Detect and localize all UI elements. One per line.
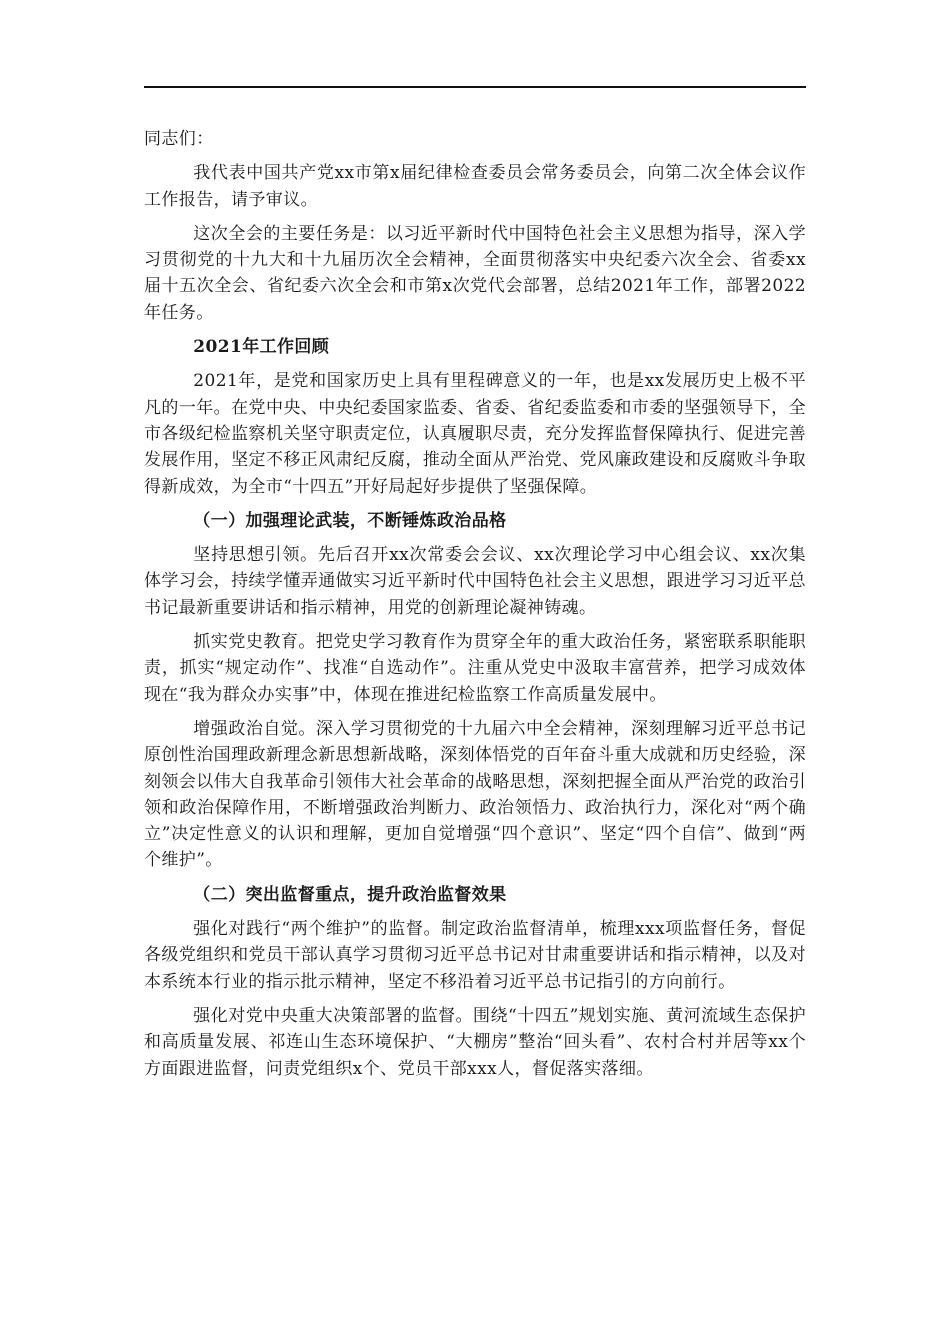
subsection-2-title: （二）突出监督重点，提升政治监督效果 xyxy=(193,884,507,905)
salutation: 同志们： xyxy=(144,129,214,149)
tasks-paragraph: 这次全会的主要任务是：以习近平新时代中国特色社会主义思想为指导，深入学习贯彻党的十九大和十九届历次全会精神，全面贯彻落实中央纪委六次全会、省委xx届十五次全会、省纪委六次全会和市第x次党代会部署，总结2021年工作，部署2022年任务。 xyxy=(144,223,806,323)
section-title: 2021年工作回顾 xyxy=(193,337,330,358)
subsection-1-paragraph: 坚持思想引领。先后召开xx次常委会会议、xx次理论学习中心组会议、xx次集体学习会，持续学懂弄通做实习近平新时代中国特色社会主义思想，跟进学习习近平总书记最新重要讲话和指示精神，用党的创新理论凝神铸魂。 xyxy=(144,545,806,618)
header-rule xyxy=(144,86,806,88)
subsection-2-paragraph: 强化对践行“两个维护”的监督。制定政治监督清单，梳理xxx项监督任务，督促各级党组织和党员干部认真学习贯彻习近平总书记对甘肃重要讲话和指示精神，以及对本系统本行业的指示批示精神，坚定不移沿着习近平总书记指引的方向前行。 xyxy=(144,919,806,992)
review-paragraph: 2021年，是党和国家历史上具有里程碑意义的一年，也是xx发展历史上极不平凡的一年。在党中央、中央纪委国家监委、省委、省纪委监委和市委的坚强领导下，全市各级纪检监察机关坚守职责定位，认真履职尽责，充分发挥监督保障执行、促进完善发展作用，坚定不移正风肃纪反腐，推动全面从严治党、党风廉政建设和反腐败斗争取得新成效，为全市“十四五”开好局起好步提供了坚强保障。 xyxy=(144,371,806,497)
subsection-1-paragraph: 增强政治自觉。深入学习贯彻党的十九届六中全会精神，深刻理解习近平总书记原创性治国理政新理念新思想新战略，深刻体悟党的百年奋斗重大成就和历史经验，深刻领会以伟大自我革命引领伟大社会革命的战略思想，深刻把握全面从严治党的政治引领和政治保障作用，不断增强政治判断力、政治领悟力、政治执行力，深化对“两个确立”决定性意义的认识和理解，更加自觉增强“四个意识”、坚定“四个自信”、做到“两个维护”。 xyxy=(144,718,806,871)
document-body xyxy=(144,126,806,1090)
subsection-1-paragraph: 抓实党史教育。把党史学习教育作为贯穿全年的重大政治任务，紧密联系职能职责，抓实“规定动作”、找准“自选动作”。注重从党史中汲取丰富营养，把学习成效体现在“我为群众办实事”中，体现在推进纪检监察工作高质量发展中。 xyxy=(144,632,806,705)
intro-paragraph: 我代表中国共产党xx市第x届纪律检查委员会常务委员会，向第二次全体会议作工作报告，请予审议。 xyxy=(144,163,806,210)
subsection-1-title: （一）加强理论武装，不断锤炼政治品格 xyxy=(193,510,507,531)
subsection-2-paragraph: 强化对党中央重大决策部署的监督。围绕“十四五”规划实施、黄河流域生态保护和高质量发展、祁连山生态环境保护、“大棚房”整治“回头看”、农村合村并居等xx个方面跟进监督，问责党组织x个、党员干部xxx人，督促落实落细。 xyxy=(144,1005,806,1079)
